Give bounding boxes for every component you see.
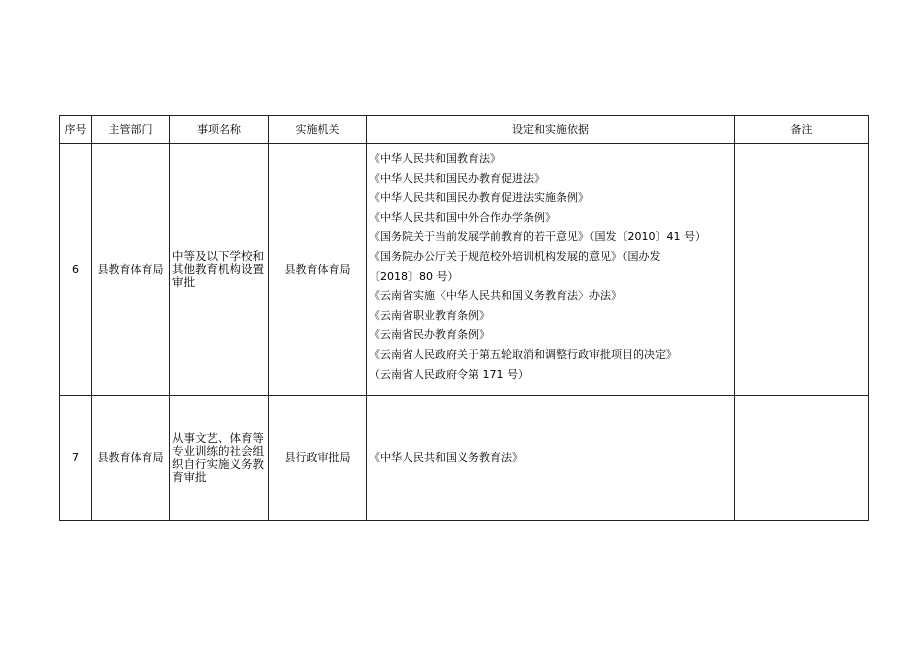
cell-item-name: 从事文艺、体育等专业训练的社会组织自行实施义务教育审批	[170, 396, 269, 521]
basis-line: 《国务院办公厅关于规范校外培训机构发展的意见》（国办发	[369, 249, 661, 263]
cell-note	[735, 144, 869, 396]
header-dept: 主管部门	[92, 116, 170, 144]
basis-line: 《云南省民办教育条例》	[369, 328, 490, 342]
basis-line: 《中华人民共和国民办教育促进法实施条例》	[369, 191, 589, 205]
basis-line: 《中华人民共和国民办教育促进法》	[369, 171, 545, 185]
cell-item-name: 中等及以下学校和其他教育机构设置审批	[170, 144, 269, 396]
basis-line: 〔2018〕80 号）	[369, 269, 459, 283]
cell-dept: 县教育体育局	[92, 396, 170, 521]
basis-line: 《中华人民共和国教育法》	[369, 152, 501, 165]
cell-dept: 县教育体育局	[92, 144, 170, 396]
basis-line: 《云南省人民政府关于第五轮取消和调整行政审批项目的决定》	[369, 347, 677, 361]
basis-line: 《云南省实施〈中华人民共和国义务教育法〉办法》	[369, 289, 622, 303]
header-no: 序号	[60, 116, 92, 144]
cell-note	[735, 396, 869, 521]
cell-no: 6	[60, 144, 92, 396]
approval-items-table	[59, 115, 869, 521]
header-item-name: 事项名称	[170, 116, 269, 144]
cell-agency: 县行政审批局	[269, 396, 367, 521]
basis-line: 《中华人民共和国中外合作办学条例》	[369, 210, 556, 224]
cell-no: 7	[60, 396, 92, 521]
table-header-row	[60, 116, 869, 144]
cell-basis	[367, 396, 735, 521]
basis-line: （云南省人民政府令第 171 号）	[369, 367, 529, 381]
basis-line: 《国务院关于当前发展学前教育的若干意见》（国发〔2010〕41 号）	[369, 230, 706, 244]
header-basis: 设定和实施依据	[367, 116, 735, 144]
basis-line: 《云南省职业教育条例》	[369, 308, 490, 322]
cell-basis	[367, 144, 735, 396]
table-row	[60, 144, 869, 396]
header-agency: 实施机关	[269, 116, 367, 144]
header-note: 备注	[735, 116, 869, 144]
basis-line: 《中华人民共和国义务教育法》	[369, 451, 523, 465]
cell-agency: 县教育体育局	[269, 144, 367, 396]
table-row	[60, 396, 869, 521]
